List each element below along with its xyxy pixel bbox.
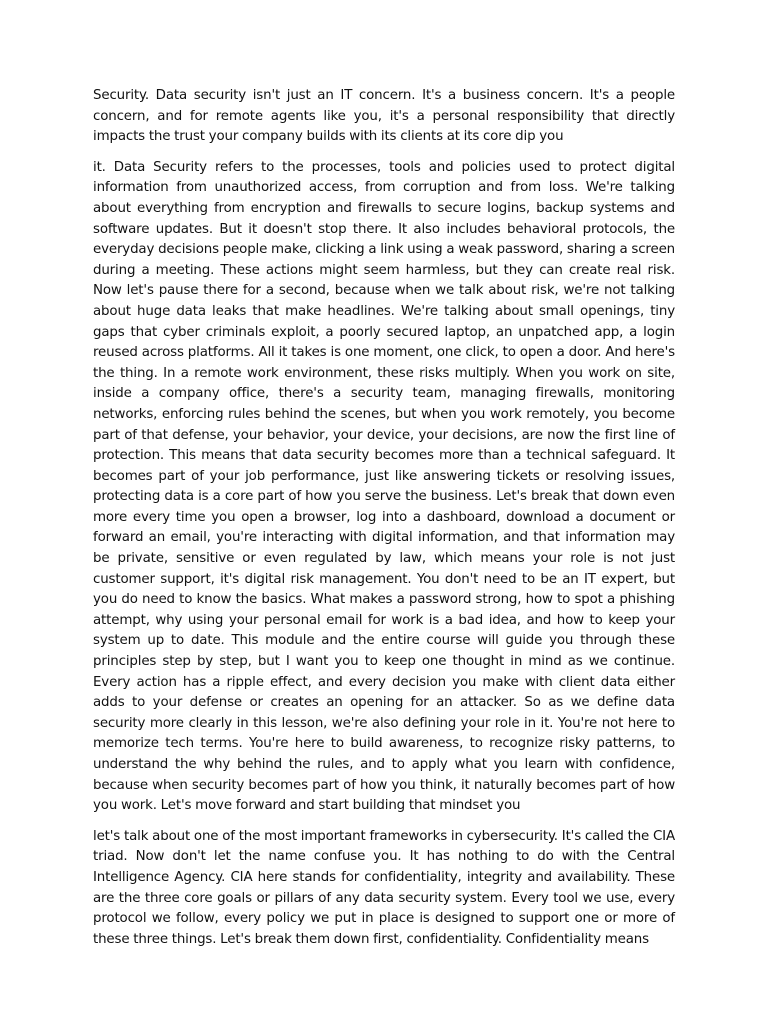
paragraph-data-security: it. Data Security refers to the processes, tools and policies used to protect digital information from unauthorized access, from corruption and from loss. We're talking about everything from encryption and firewalls to secure logins, backup systems and software updates. But it doesn't stop there. It also includes behavioral protocols, the everyday decisions people make, clicking a link using a weak password, sharing a screen during a meeting. These actions might seem harmless, but they can create real risk. Now let's pause there for a second, because when we talk about risk, we're not talking about huge data leaks that make headlines. We're talking about small openings, tiny gaps that cyber criminals exploit, a poorly secured laptop, an unpatched app, a login reused across platforms. All it takes is one moment, one click, to open a door. And here's the thing. In a remote work environment, these risks multiply. When you work on site, inside a company office, there's a security team, managing firewalls, monitoring networks, enforcing rules behind the scenes, but when you work remotely, you become part of that defense, your behavior, your device, your decisions, are now the first line of protection. This means that data security becomes more than a technical safeguard. It becomes part of your job performance, just like answering tickets or resolving issues, protecting data is a core part of how you serve the business. Let's break that down even more every time you open a browser, log into a dashboard, download a document or forward an email, you're interacting with digital information, and that information may be private, sensitive or even regulated by law, which means your role is not just customer support, it's digital risk management. You don't need to be an IT expert, but you do need to know the basics. What makes a password strong, how to spot a phishing attempt, why using your personal email for work is a bad idea, and how to keep your system up to date. This module and the entire course will guide you through these principles step by step, but I want you to keep one thought in mind as we continue. Every action has a ripple effect, and every decision you make with client data either adds to your defense or creates an opening for an attacker. So as we define data security more clearly in this lesson, we're also defining your role in it. You're not here to memorize tech terms. You're here to build awareness, to recognize risky patterns, to understand the why behind the rules, and to apply what you learn with confidence, because when security becomes part of how you think, it naturally becomes part of how you work. Let's move forward and start building that mindset you [93, 159, 675, 814]
paragraph-cia-triad: let's talk about one of the most important frameworks in cybersecurity. It's called the CIA triad. Now don't let the name confuse you. It has nothing to do with the Central Intelligence Agency. CIA here stands for confidentiality, integrity and availability. These are the three core goals or pillars of any data security system. Every tool we use, every protocol we follow, every policy we put in place is designed to support one or more of these three things. Let's break them down first, confidentiality. Confidentiality means [93, 828, 675, 947]
paragraph-intro: Security. Data security isn't just an IT concern. It's a business concern. It's a people concern, and for remote agents like you, it's a personal responsibility that directly impacts the trust your company builds with its clients at its core dip you [93, 88, 675, 145]
document-body [93, 86, 675, 960]
